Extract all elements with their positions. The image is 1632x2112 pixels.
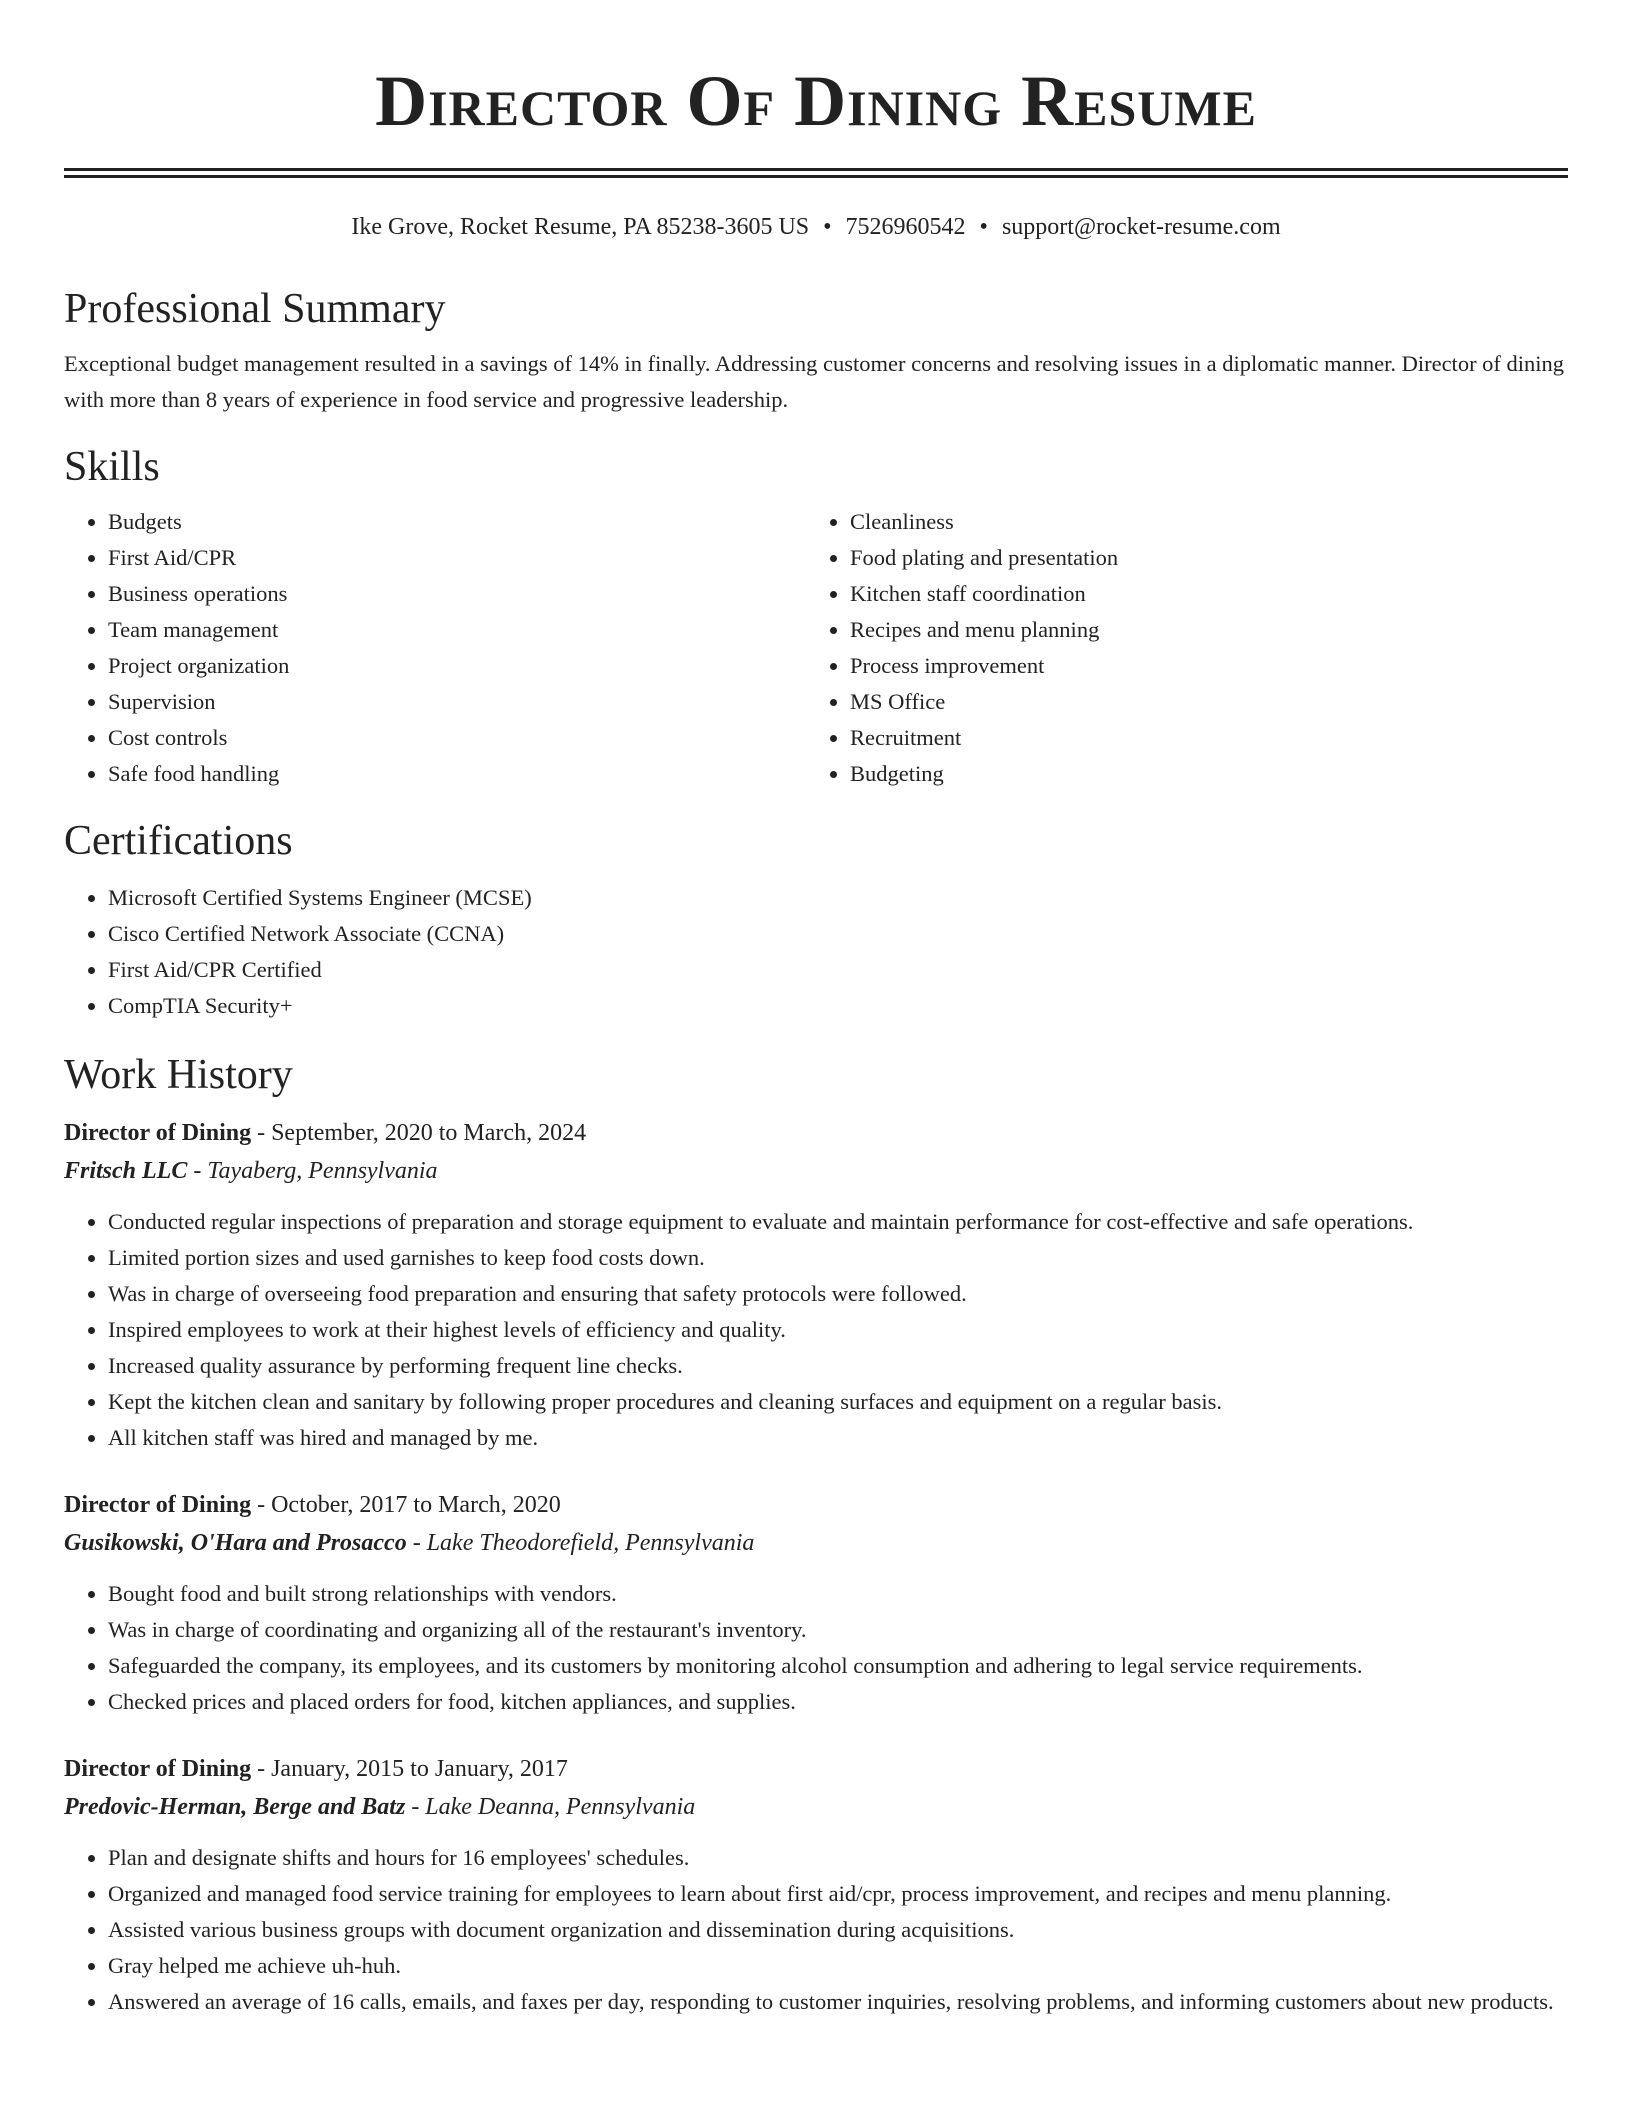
summary-text: Exceptional budget management resulted in a savings of 14% in finally. Addressing customer concerns and resolving issues in a diplomatic manner. Director of dining with more than 8 years of experience in food service and progressive leadership. [64,351,1565,412]
job-company: Predovic-Herman, Berge and Batz [64,1794,406,1820]
job-title: Director of Dining [64,1120,252,1146]
job-employer [64,1788,1568,1826]
job-employer [64,1152,1568,1190]
skills-column-left [64,504,806,792]
job-entry [64,1486,1568,1720]
contact-separator: • [823,214,832,240]
job-duty: • Gray helped me achieve uh-huh. [108,1948,1568,1984]
skill-item: • First Aid/CPR [108,540,806,576]
contact-line [64,212,1568,242]
certification-item: • CompTIA Security+ [108,988,1568,1024]
certification-item: • First Aid/CPR Certified [108,952,1568,988]
job-duties [64,1840,1568,2020]
skill-item: • Safe food handling [108,756,806,792]
contact-email[interactable]: support@rocket-resume.com [1001,214,1281,240]
resume-title: Director Of Dining Resume [375,61,1257,141]
skills-column-right [806,504,1548,792]
job-duty: • Answered an average of 16 calls, emails, and faxes per day, responding to customer inquiries, resolving problems, and informing customers about new products. [108,1984,1568,2020]
job-entry [64,1114,1568,1456]
skill-item: • Budgets [108,504,806,540]
skill-item: • Recipes and menu planning [850,612,1548,648]
skill-item: • Kitchen staff coordination [850,576,1548,612]
job-title: Director of Dining [64,1756,252,1782]
job-dates: - January, 2015 to January, 2017 [251,1756,568,1782]
job-company: Fritsch LLC [64,1158,188,1184]
job-entry [64,1750,1568,2020]
job-header [64,1486,1568,1524]
job-duty: • Bought food and built strong relationships with vendors. [108,1576,1568,1612]
skill-item: • Food plating and presentation [850,540,1548,576]
job-location: - Lake Deanna, Pennsylvania [405,1794,696,1820]
contact-phone: 7526960542 [845,214,966,240]
job-duty: • Safeguarded the company, its employees, and its customers by monitoring alcohol consumption and adhering to legal service requirements. [108,1648,1568,1684]
job-duty: • Checked prices and placed orders for food, kitchen appliances, and supplies. [108,1684,1568,1720]
skills-list [64,504,1568,792]
skill-item: • Team management [108,612,806,648]
job-location: - Lake Theodorefield, Pennsylvania [406,1530,755,1556]
contact-address: Ike Grove, Rocket Resume, PA 85238-3605 US [351,214,810,240]
skill-item: • Process improvement [850,648,1548,684]
skill-item: • Supervision [108,684,806,720]
certifications-heading: Certifications [64,818,293,864]
skill-item: • MS Office [850,684,1548,720]
job-duty: • All kitchen staff was hired and managed by me. [108,1420,1568,1456]
skill-item: • Budgeting [850,756,1548,792]
skill-item: • Cleanliness [850,504,1548,540]
job-duty: • Assisted various business groups with document organization and dissemination during acquisitions. [108,1912,1568,1948]
job-duty: • Conducted regular inspections of preparation and storage equipment to evaluate and maintain performance for cost-effective and safe operations. [108,1204,1568,1240]
job-employer [64,1524,1568,1562]
job-duties [64,1576,1568,1720]
job-duty: • Was in charge of overseeing food preparation and ensuring that safety protocols were followed. [108,1276,1568,1312]
title-divider [64,168,1568,178]
job-header [64,1114,1568,1152]
skill-item: • Recruitment [850,720,1548,756]
skills-heading: Skills [64,444,160,490]
skill-item: • Business operations [108,576,806,612]
certification-item: • Cisco Certified Network Associate (CCNA) [108,916,1568,952]
job-duty: • Limited portion sizes and used garnishes to keep food costs down. [108,1240,1568,1276]
resume-page [64,0,1568,2020]
job-duty: • Organized and managed food service training for employees to learn about first aid/cpr, process improvement, and recipes and menu planning. [108,1876,1568,1912]
summary-heading: Professional Summary [64,286,446,332]
job-dates: - September, 2020 to March, 2024 [251,1120,587,1146]
contact-separator: • [979,214,988,240]
skill-item: • Project organization [108,648,806,684]
job-duty: • Inspired employees to work at their highest levels of efficiency and quality. [108,1312,1568,1348]
job-duty: • Increased quality assurance by performing frequent line checks. [108,1348,1568,1384]
job-duties [64,1204,1568,1456]
job-duty: • Was in charge of coordinating and organizing all of the restaurant's inventory. [108,1612,1568,1648]
skill-item: • Cost controls [108,720,806,756]
job-duty: • Kept the kitchen clean and sanitary by following proper procedures and cleaning surfaces and equipment on a regular basis. [108,1384,1568,1420]
job-title: Director of Dining [64,1492,252,1518]
work-history-heading: Work History [64,1052,293,1098]
job-dates: - October, 2017 to March, 2020 [251,1492,561,1518]
job-location: - Tayaberg, Pennsylvania [187,1158,438,1184]
certification-item: • Microsoft Certified Systems Engineer (MCSE) [108,880,1568,916]
certifications-list [64,880,1568,1024]
job-header [64,1750,1568,1788]
job-company: Gusikowski, O'Hara and Prosacco [64,1530,407,1556]
job-duty: • Plan and designate shifts and hours for 16 employees' schedules. [108,1840,1568,1876]
